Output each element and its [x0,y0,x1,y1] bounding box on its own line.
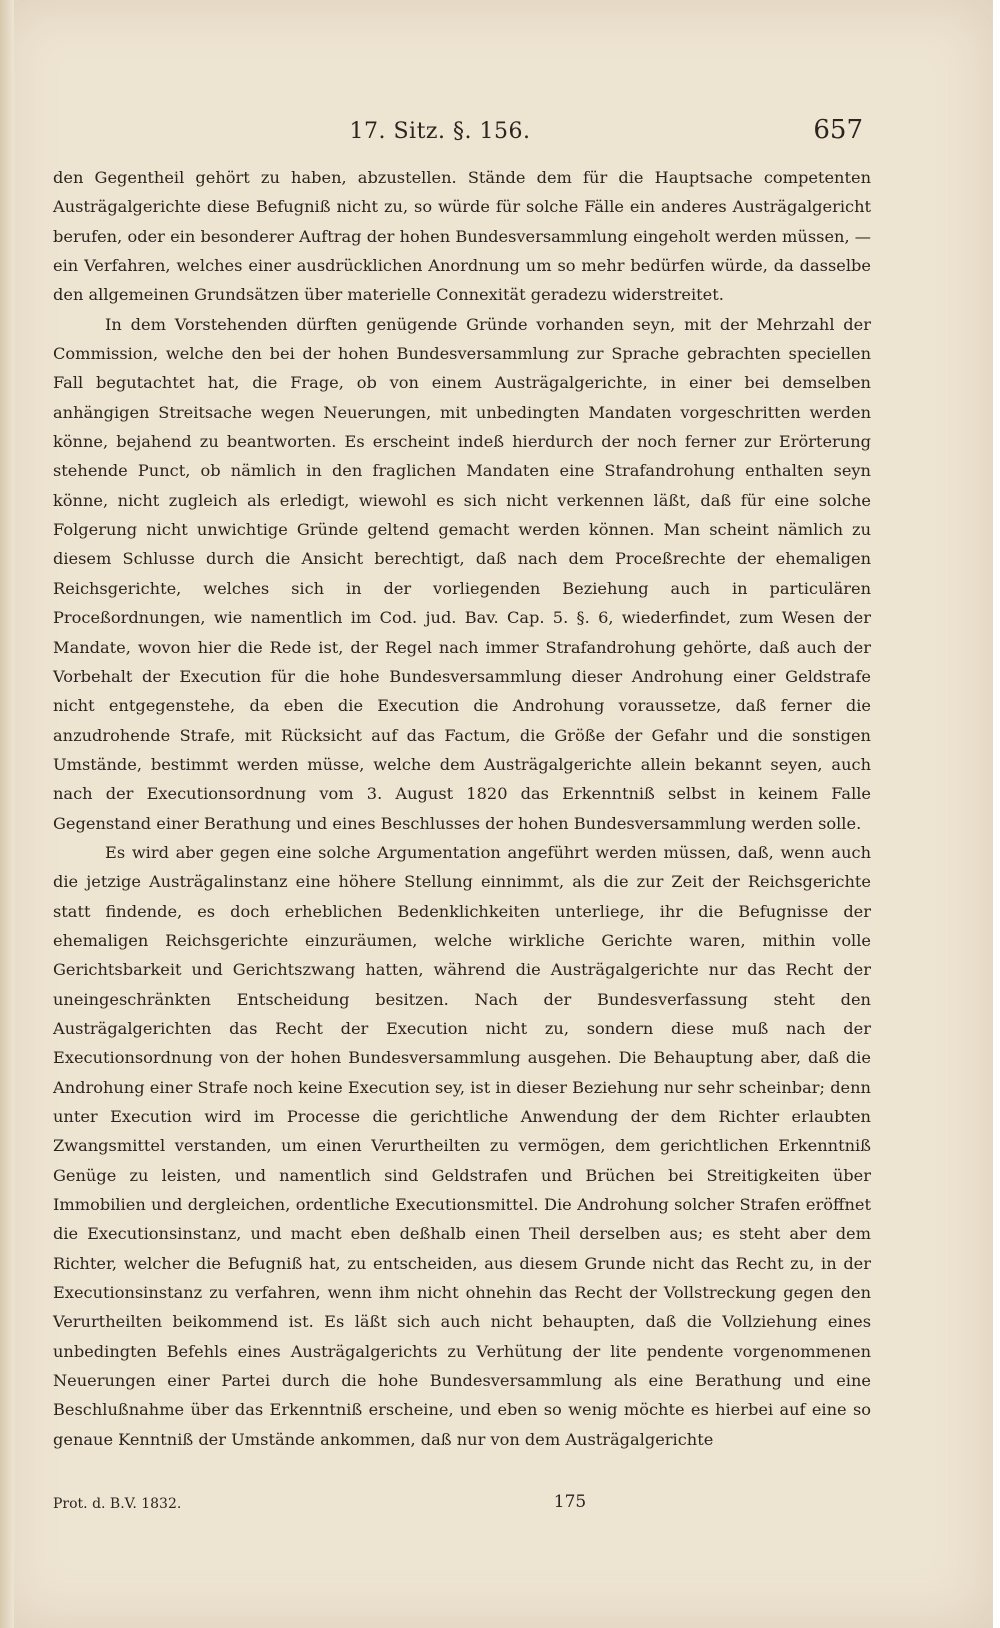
footer-publication: Prot. d. B.V. 1832. [53,1496,182,1512]
paragraph: In dem Vorstehenden dürften genügende Gründe vorhanden seyn, mit der Mehrzahl der Commission, welche den bei der hohen Bundesversammlung zur Sprache gebrachten speciellen Fall begutachtet hat, die Frage, ob von einem Austrägalgerichte, in einer bei demselben anhängigen Streitsache wegen Neuerungen, mit unbedingten Mandaten vorgeschritten werden könne, bejahend zu beantworten. Es erscheint indeß hierdurch der noch ferner zur Erörterung stehende Punct, ob nämlich in den fraglichen Mandaten eine Strafandrohung enthalten seyn könne, nicht zugleich als erledigt, wiewohl es sich nicht verkennen läßt, daß für eine solche Folgerung nicht unwichtige Gründe geltend gemacht werden können. Man scheint nämlich zu diesem Schlusse durch die Ansicht berechtigt, daß nach dem Proceßrechte der ehemaligen Reichsgerichte, welches sich in der vorliegenden Beziehung auch in particulären Proceßordnungen, wie namentlich im Cod. jud. Bav. Cap. 5. §. 6, wiederfindet, zum Wesen der Mandate, wovon hier die Rede ist, der Regel nach immer Strafandrohung gehörte, daß auch der Vorbehalt der Execution für die hohe Bundesversammlung dieser Androhung einer Geldstrafe nicht entgegenstehe, da eben die Execution die Androhung voraussetze, daß ferner die anzudrohende Strafe, mit Rücksicht auf das Factum, die Größe der Gefahr und die sonstigen Umstände, bestimmt werden müsse, welche dem Austrägalgerichte allein bekannt seyen, auch nach der Executionsordnung vom 3. August 1820 das Erkenntniß selbst in keinem Falle Gegenstand einer Berathung und eines Beschlusses der hohen Bundesversammlung werden solle. [53,314,871,833]
paragraph: Es wird aber gegen eine solche Argumentation angeführt werden müssen, daß, wenn auch die jetzige Austrägalinstanz eine höhere Stellung einnimmt, als die zur Zeit der Reichsgerichte statt findende, es doch erheblichen Bedenklichkeiten unterliege, ihr die Befugnisse der ehemaligen Reichsgerichte einzuräumen, welche wirkliche Gerichte waren, mithin volle Gerichtsbarkeit und Gerichtszwang hatten, während die Austrägalgerichte nur das Recht der uneingeschränkten Entscheidung besitzen. Nach der Bundesverfassung steht den Austrägalgerichten das Recht der Execution nicht zu, sondern diese muß nach der Executionsordnung von der hohen Bundesversammlung ausgehen. Die Behauptung aber, daß die Androhung einer Strafe noch keine Execution sey, ist in dieser Beziehung nur sehr scheinbar; denn unter Execution wird im Processe die gerichtliche Anwendung der dem Richter erlaubten Zwangsmittel verstanden, um einen Verurtheilten zu vermögen, dem gerichtlichen Erkenntniß Genüge zu leisten, und namentlich sind Geldstrafen und Brüchen bei Streitigkeiten über Immobilien und dergleichen, ordentliche Executionsmittel. Die Androhung solcher Strafen eröffnet die Executionsinstanz, und macht eben deßhalb einen Theil derselben aus; es steht aber dem Richter, welcher die Befugniß hat, zu entscheiden, aus diesem Grunde nicht das Recht zu, in der Executionsinstanz zu verfahren, wenn ihm nicht ohnehin das Recht der Vollstreckung gegen den Verurtheilten beikommend ist. Es läßt sich auch nicht behaupten, daß die Vollziehung eines unbedingten Befehls eines Austrägalgerichts zu Verhütung der lite pendente vorgenommenen Neuerungen einer Partei durch die hohe Bundesversammlung als eine Berathung und eine Beschlußnahme über das Erkenntniß erscheine, und eben so wenig möchte es hierbei auf eine so genaue Kenntniß der Umstände ankommen, daß nur von dem Austrägalgerichte [53,842,871,1449]
body-text [53,163,871,1454]
page-header [0,113,993,153]
paragraph-continued: den Gegentheil gehört zu haben, abzustellen. Stände dem für die Hauptsache competenten Austrägalgerichte diese Befugniß nicht zu, so würde für solche Fälle ein anderes Austrägalgericht berufen, oder ein besonderer Auftrag der hohen Bundesversammlung eingeholt werden müssen, — ein Verfahren, welches einer ausdrücklichen Anordnung um so mehr bedürfen würde, da dasselbe den allgemeinen Grundsätzen über materielle Connexität geradezu widerstreitet. [53,168,871,305]
page-footer [0,1492,993,1522]
page-number: 657 [813,115,863,145]
page-gutter [0,0,14,1628]
signature-mark: 175 [553,1492,587,1512]
running-head: 17. Sitz. §. 156. [349,119,531,144]
